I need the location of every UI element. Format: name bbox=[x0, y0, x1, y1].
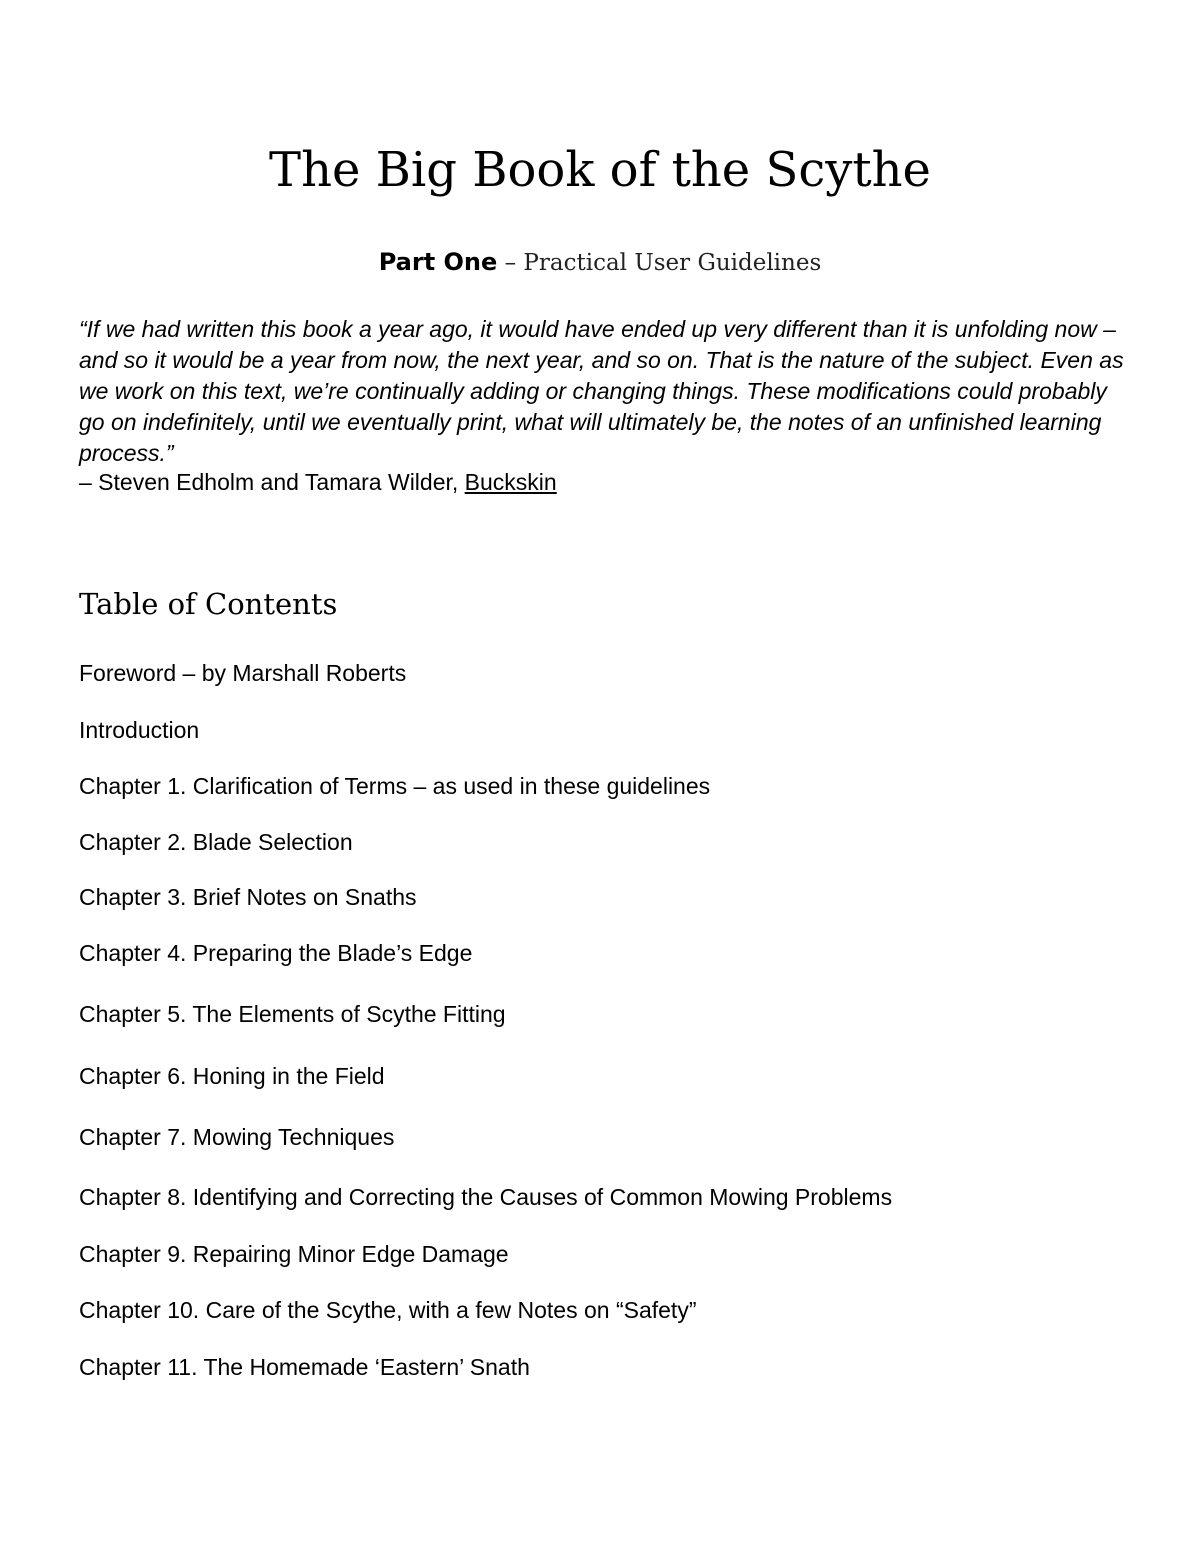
toc-item-chapter-9: Chapter 9. Repairing Minor Edge Damage bbox=[79, 1241, 509, 1267]
toc-item-chapter-8: Chapter 8. Identifying and Correcting the Causes of Common Mowing Problems bbox=[79, 1184, 893, 1210]
toc-item-chapter-1: Chapter 1. Clarification of Terms – as used in these guidelines bbox=[79, 773, 711, 799]
toc-item-chapter-7: Chapter 7. Mowing Techniques bbox=[79, 1124, 395, 1150]
toc-item-chapter-5: Chapter 5. The Elements of Scythe Fitting bbox=[79, 1001, 506, 1027]
attribution-book-title: Buckskin bbox=[464, 469, 557, 495]
epigraph-attribution bbox=[79, 467, 557, 498]
toc-item-chapter-10: Chapter 10. Care of the Scythe, with a few Notes on “Safety” bbox=[79, 1297, 697, 1323]
toc-item-introduction: Introduction bbox=[79, 717, 200, 743]
toc-heading: Table of Contents bbox=[79, 587, 338, 621]
toc-item-chapter-3: Chapter 3. Brief Notes on Snaths bbox=[79, 884, 417, 910]
toc-item-chapter-2: Chapter 2. Blade Selection bbox=[79, 829, 353, 855]
document-subtitle bbox=[0, 246, 1200, 279]
toc-item-chapter-6: Chapter 6. Honing in the Field bbox=[79, 1063, 385, 1089]
toc-item-chapter-11: Chapter 11. The Homemade ‘Eastern’ Snath bbox=[79, 1354, 530, 1380]
subtitle-rest: Practical User Guidelines bbox=[523, 250, 822, 276]
document-title: The Big Book of the Scythe bbox=[269, 142, 931, 198]
subtitle-dash: – bbox=[497, 250, 524, 276]
toc-item-chapter-4: Chapter 4. Preparing the Blade’s Edge bbox=[79, 940, 473, 966]
toc-item-foreword: Foreword – by Marshall Roberts bbox=[79, 660, 407, 686]
attribution-authors: – Steven Edholm and Tamara Wilder, bbox=[79, 469, 465, 495]
epigraph-quote: “If we had written this book a year ago, it would have ended up very different than it is unfolding now – and so it would be a year from now, the next year, and so on. That is the nature of the subject. Even as we work on this text, we’re continually adding or changing things. These modifications could probably go on indefinitely, until we eventually print, what will ultimately be, the notes of an unfinished learning process.” bbox=[79, 316, 1124, 466]
subtitle-part: Part One bbox=[378, 248, 498, 276]
